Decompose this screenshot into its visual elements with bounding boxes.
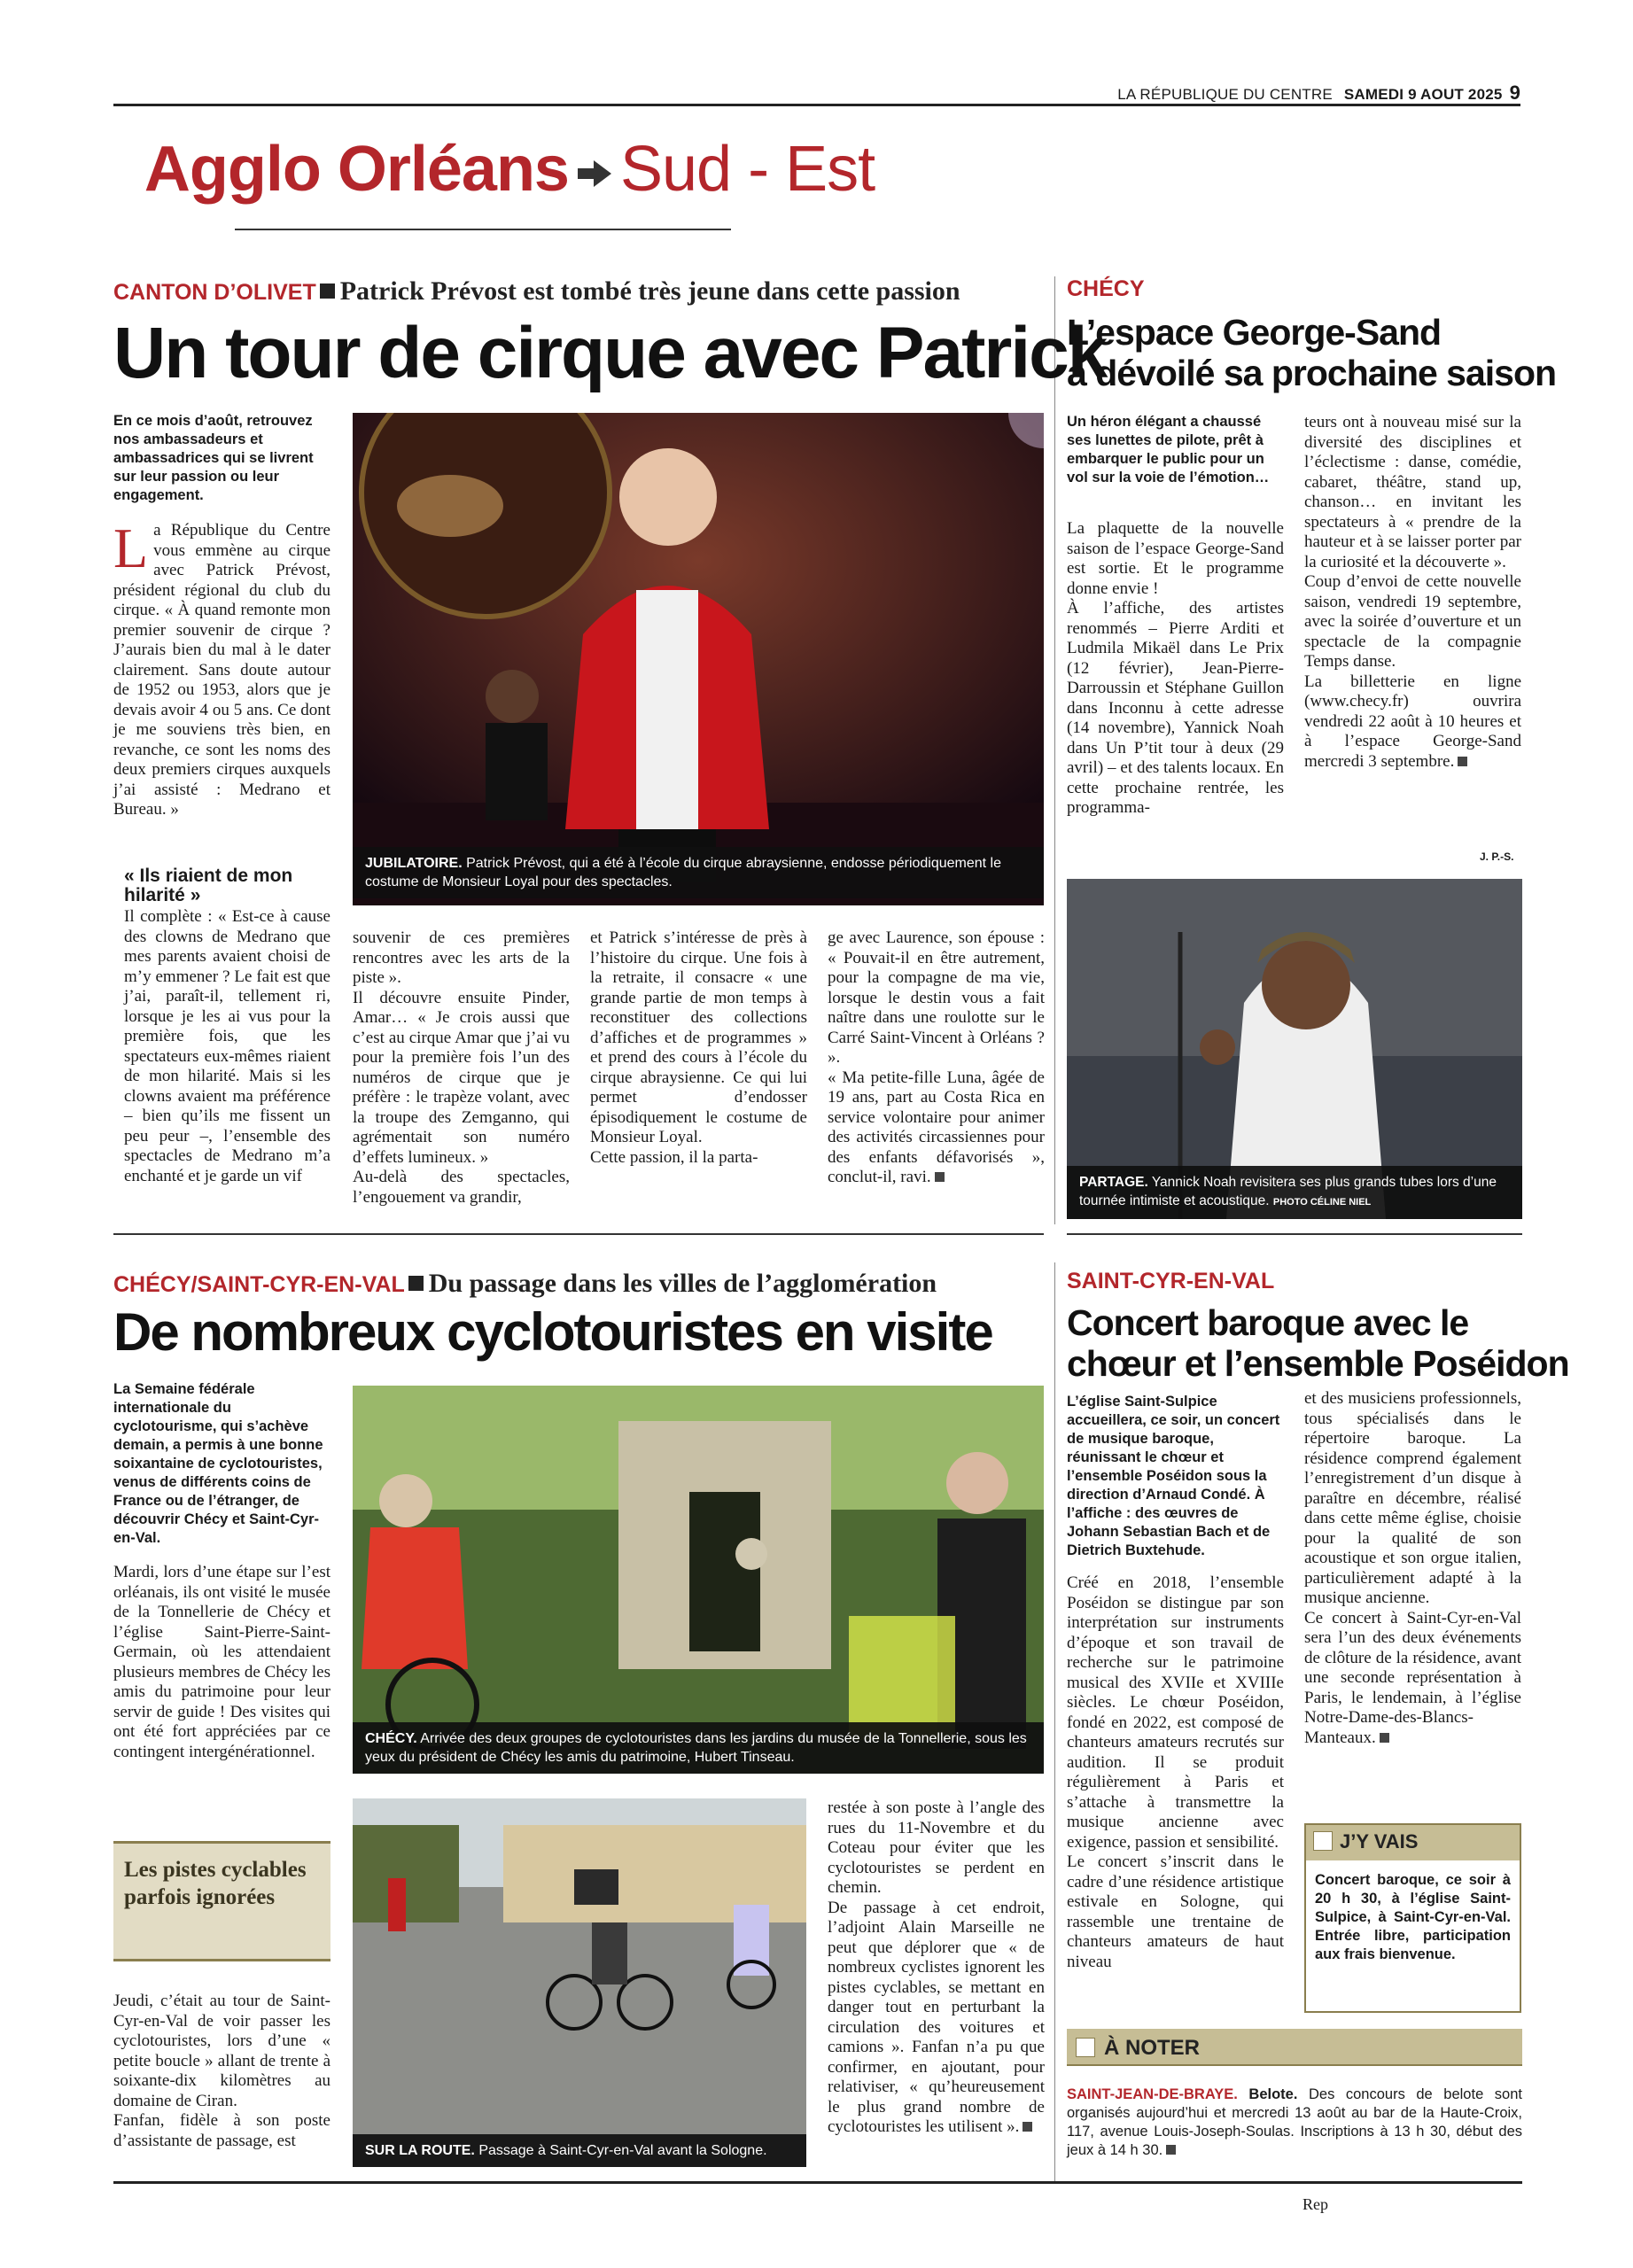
article-body: La plaquette de la nouvelle saison de l’espace George-Sand est sortie. Et le programme donne envie ! À l’affiche, des artistes renommés – Pierre Arditi et Ludmila Mikaël dans Le Prix (12 février), Jean-Pierre-Darroussin et Stéphane Guillon dans Inconnu à cette adresse (14 novembre), Yannick Noah dans Un P’tit tour à deux (29 avril) – et des talents locaux. En cette prochaine rentrée, les programma- (1067, 519, 1284, 817)
article-body: Jeudi, c’était au tour de Saint-Cyr-en-Val de voir passer les cyclotouristes, lors d’une « petite boucle » allant de trente à soixante-dix kilomètres au domaine de Ciran. Fanfan, fidèle à son poste d’assistante de passage, est (113, 1992, 330, 2150)
article-body: et des musiciens professionnels, tous spécialisés dans le répertoire baroque. La résidence comprend également l’enregistrement d’un disque à paraître en décembre, réalisé dans cette même église, choisie pour la qualité de son acoustique et son orgue italien, particulièrement adapté à la musique ancienne. Ce concert à Saint-Cyr-en-Val sera l’un des deux événements de clôture de la résidence, avant une seconde représentation à Paris, le lendemain, à l’église Notre-Dame-des-Blancs-Manteaux. (1304, 1389, 1521, 1747)
concert-photo (1067, 879, 1522, 1219)
article-body: et Patrick s’intéresse de près à l’histoire du cirque. Une fois à la retraite, il consacre « une grande partie de mon temps à reconstituer des collections d’affiches et de programmes » et prend des cours à l’école du cirque abraysienne. Ce qui lui permet d’endosser épisodiquement le costume de Monsieur Loyal. Cette passion, il la parta- (590, 928, 807, 1167)
issue-date: SAMEDI 9 AOUT 2025 (1343, 86, 1503, 103)
footer-mark: Rep (1303, 2195, 1328, 2213)
dropcap: L (113, 517, 149, 579)
pull-quote: « Ils riaient de mon hilarité » (124, 866, 293, 905)
newspaper-name: LA RÉPUBLIQUE DU CENTRE (1117, 86, 1333, 103)
article-kicker: CHÉCY (1067, 276, 1145, 301)
section-left: Agglo Orléans (144, 134, 569, 205)
a-noter-bar: À NOTER (1067, 2029, 1522, 2066)
column-rule (1054, 1262, 1055, 2184)
info-box-title: J’Y VAIS (1306, 1825, 1520, 1860)
article-lead: En ce mois d’août, retrouvez nos ambassadeurs et ambassadrices qui se livrent sur leur passion ou leur engagement. (113, 413, 314, 503)
photo-caption: PARTAGE. Yannick Noah revisitera ses plus grands tubes lors d’une tournée intimiste et acoustique. PHOTO CÉLINE NIEL (1067, 1166, 1522, 1219)
a-noter-text: SAINT-JEAN-DE-BRAYE. Belote. Des concours de belote sont organisés aujourd’hui et mercredi 13 août au bar de la Haute-Croix, 117, avenue Louis-Joseph-Soulas. Inscriptions à 13 h 30, début des jeux à 14 h 30. (1067, 2086, 1522, 2158)
bottom-rule (113, 2181, 1522, 2184)
photo-caption: CHÉCY. Arrivée des deux groupes de cyclotouristes dans les jardins du musée de la Tonnellerie, sous les yeux du président de Chécy les amis du patrimoine, Hubert Tinseau. (353, 1722, 1044, 1774)
article-kicker: CHÉCY/SAINT-CYR-EN-VAL Du passage dans les villes de l’agglomération (113, 1269, 937, 1298)
article-headline: L’espace George-Sand a dévoilé sa prochaine saison (1067, 312, 1557, 393)
row-rule (1067, 1233, 1522, 1235)
circus-photo (353, 413, 1044, 905)
section-rule (235, 229, 731, 230)
cyclists-garden-photo (353, 1386, 1044, 1774)
folio (1117, 82, 1520, 105)
checkbox-icon (1076, 2038, 1095, 2057)
top-rule (113, 104, 1520, 106)
row-rule (113, 1233, 1044, 1235)
photo-caption: SUR LA ROUTE. Passage à Saint-Cyr-en-Val avant la Sologne. (353, 2134, 806, 2167)
subhead-box: Les pistes cyclables parfois ignorées (113, 1841, 330, 1961)
info-box-text: Concert baroque, ce soir à 20 h 30, à l’église Saint-Sulpice, à Saint-Cyr-en-Val. Entrée libre, participation aux frais bienvenue. (1315, 1872, 1511, 1962)
section-title (0, 133, 1019, 206)
column-rule (1054, 276, 1055, 1224)
article-kicker: SAINT-CYR-EN-VAL (1067, 1269, 1275, 1293)
article-lead: La Semaine fédérale internationale du cyclotourisme, qui s’achève demain, a permis à une bonne soixantaine de cyclotouristes, venus de différents coins de France ou de l’étranger, de découvrir Chécy et Saint-Cyr-en-Val. (113, 1381, 323, 1546)
article-headline: Un tour de cirque avec Patrick (113, 313, 1107, 393)
article-headline: Concert baroque avec le chœur et l’ensemble Poséidon (1067, 1302, 1569, 1384)
arrow-right-icon (578, 160, 611, 187)
article-body: teurs ont à nouveau misé sur la diversité des disciplines et l’éclectisme : danse, comédie, cabaret, théâtre, stand up, chanson… en invitant les spectateurs à « prendre de la hauteur et à se laisser porter par la curiosité et la découverte ». Coup d’envoi de cette nouvelle saison, vendredi 19 septembre, avec la soirée d’ouverture et un spectacle de la compagnie Temps danse. La billetterie en ligne (www.checy.fr) ouvrira vendredi 22 août à 10 heures et à l’espace George-Sand mercredi 3 septembre. (1304, 413, 1521, 771)
article-body: Créé en 2018, l’ensemble Poséidon se distingue par son interprétation sur instruments d’époque et son travail de recherche sur le patrimoine musical des XVIIe et XVIIIe siècles. Le chœur Poséidon, fondé en 2022, est composé de chanteurs amateurs recrutés sur audition. Il se produit régulièrement à Paris et s’attache à transmettre la musique ancienne avec exigence, passion et sensibilité. Le concert s’inscrit dans le cadre d’une résidence artistique estivale en Sologne, qui rassemble une trentaine de chanteurs amateurs de haut niveau (1067, 1573, 1284, 1971)
signature: J. P.-S. (1480, 850, 1514, 863)
photo-caption: JUBILATOIRE. Patrick Prévost, qui a été à l’école du cirque abraysienne, endosse périodiquement le costume de Monsieur Loyal pour des spectacles. (353, 847, 1044, 898)
end-mark (935, 1172, 945, 1182)
info-box (1304, 1823, 1521, 2013)
article-body: Il complète : « Est-ce à cause des clowns de Medrano que mes parents avaient choisi de m’y emmener ? Le fait est que j’ai, paraît-il, tellement ri, lorsque je les ai vus pour la première fois, que les spectateurs eux-mêmes riaient de mon hilarité. Mais si les clowns avaient ma préférence – bien qu’ils me fissent un peu peur –, l’ensemble des spectacles de Medrano m’a enchanté et je garde un vif (124, 907, 330, 1185)
checkbox-icon (1313, 1831, 1333, 1851)
cyclists-road-photo (353, 1798, 806, 2167)
article-kicker: CANTON D’OLIVET Patrick Prévost est tombé très jeune dans cette passion (113, 276, 960, 306)
page-number: 9 (1509, 82, 1520, 104)
article-lead: L’église Saint-Sulpice accueillera, ce soir, un concert de musique baroque, réunissant le chœur et l’ensemble Poséidon sous la direction d’Arnaud Condé. À l’affiche : des œuvres de Johann Sebastian Bach et de Dietrich Buxtehude. (1067, 1394, 1280, 1558)
article-lead: Un héron élégant a chaussé ses lunettes de pilote, prêt à embarquer le public pour un vol sur la voie de l’émotion… (1067, 414, 1270, 485)
article-body: ge avec Laurence, son épouse : « Pouvait-il en être autrement, pour la compagne de ma vie, lorsque le destin vous a fait naître dans une roulotte sur le Carré Saint-Vincent à Orléans ? ». « Ma petite-fille Luna, âgée de 19 ans, part au Costa Rica en service volontaire pour animer des activités circassiennes pour des enfants défavorisés », conclut-il, ravi. (828, 928, 1045, 1186)
article-body: souvenir de ces premières rencontres avec les arts de la piste ». Il découvre ensuite Pinder, Amar… « Je crois aussi que c’est au cirque Amar que j’ai vu pour la première fois l’un des numéros de cirque que je préfère : le trapèze volant, avec la troupe des Zemganno, qui agrémentait son numéro d’effets lumineux. » Au-delà des spectacles, l’engouement va grandir, (353, 928, 570, 1207)
section-right: Sud - Est (619, 134, 875, 205)
article-body: La République du Centre vous emmène au cirque avec Patrick Prévost, président régional du club du cirque. « À quand remonte mon premier souvenir de cirque ? J’aurais bien du mal à le dater clairement. Sans doute autour de 1952 ou 1953, alors que je devais avoir 4 ou 5 ans. Ce dont je me souviens très bien, en revanche, ce sont les noms des deux premiers cirques auxquels j’ai assisté : Medrano et Bureau. » (113, 517, 330, 819)
article-headline: De nombreux cyclotouristes en visite (113, 1302, 992, 1362)
article-body: Mardi, lors d’une étape sur l’est orléanais, ils ont visité le musée de la Tonnellerie de Chécy et l’église Saint-Pierre-Saint-Germain, où les attendaient plusieurs membres de Chécy les amis du patrimoine pour leur servir de guide ! Des visites qui ont été fort appréciées par ce contingent intergénérationnel. (113, 1563, 330, 1761)
article-body: restée à son poste à l’angle des rues du 11-Novembre et du Coteau pour éviter que les cyclotouristes se perdent en chemin. De passage à cet endroit, l’adjoint Alain Marseille ne peut que déplorer que « de nombreux cyclistes ignorent les pistes cyclables, se mettant en danger tout en perturbant la circulation des voitures et camions ». Fanfan n’a pu que confirmer, en ajoutant, pour relativiser, « qu’heureusement le plus grand nombre de cyclotouristes les utilisent ». (828, 1798, 1045, 2136)
